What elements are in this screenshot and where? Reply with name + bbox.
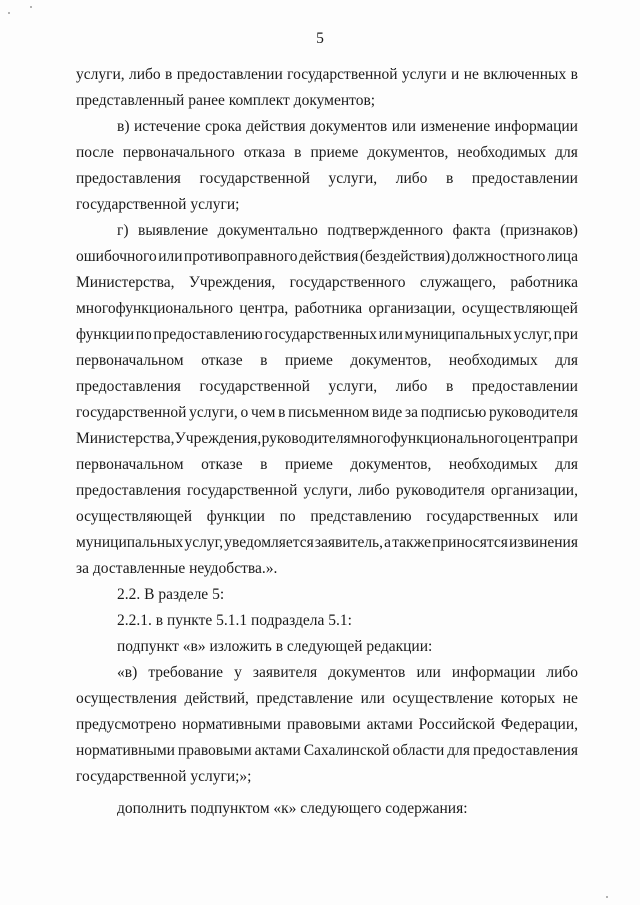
word: первоначального	[122, 144, 235, 161]
word: не	[562, 690, 578, 707]
word: либо	[395, 170, 428, 187]
word: предоставлении	[471, 378, 578, 395]
text-line	[76, 66, 578, 84]
word: о	[240, 404, 249, 421]
word: центра	[508, 430, 554, 447]
text-line	[117, 664, 578, 682]
word: приеме	[310, 144, 359, 161]
word: руководителя	[488, 404, 578, 421]
word: действий,	[184, 690, 249, 707]
word: государственных	[426, 508, 539, 525]
word: Российской	[418, 716, 496, 733]
text-line	[117, 222, 578, 240]
word: чем	[250, 404, 276, 421]
word: правовыми	[177, 742, 252, 759]
word: либо	[546, 664, 578, 681]
text-line	[76, 742, 578, 760]
word: многофункционального	[350, 430, 508, 447]
text-line: дополнить подпунктом «к» следующего содержания:	[117, 800, 468, 817]
page-number: 5	[316, 30, 324, 47]
word: актами	[366, 716, 413, 733]
word: либо	[358, 482, 390, 499]
word: для	[447, 742, 471, 759]
word: истечение	[133, 118, 201, 135]
word: уведомляется	[224, 534, 314, 551]
word: в	[165, 66, 173, 83]
word: нормативными	[76, 742, 175, 759]
word: руководителя	[261, 430, 351, 447]
word: в	[570, 66, 578, 83]
word: документов,	[350, 456, 432, 473]
word: в	[445, 170, 454, 187]
word: за	[404, 404, 418, 421]
word: государственной	[186, 482, 298, 499]
word: которых	[500, 690, 556, 707]
word: предоставления	[473, 742, 578, 759]
word: приеме	[284, 456, 333, 473]
word: или	[553, 508, 578, 525]
word: услуги,	[328, 378, 378, 395]
text-line	[76, 534, 578, 552]
word: подтвержденного	[327, 222, 444, 239]
word: требование	[148, 664, 224, 681]
word: необходимых	[448, 352, 538, 369]
scan-speck	[8, 12, 10, 14]
word: (бездействия)	[359, 248, 451, 265]
word: приеме	[284, 352, 333, 369]
text-line	[117, 118, 578, 136]
word: актами	[254, 742, 301, 759]
word: первоначальном	[76, 352, 184, 369]
word: отказе	[201, 456, 243, 473]
word: информации	[451, 664, 536, 681]
word: срока	[205, 118, 242, 135]
text-line	[76, 456, 578, 474]
word: или	[158, 248, 183, 265]
word: осуществление	[392, 690, 494, 707]
word: предоставлении	[471, 170, 578, 187]
word: Учреждения,	[188, 274, 276, 291]
word: извинения	[509, 534, 578, 551]
word: также	[392, 534, 431, 551]
word: услуги,	[303, 482, 353, 499]
word: нормативными	[182, 716, 282, 733]
scan-speck	[30, 6, 32, 8]
word: в	[260, 456, 268, 473]
word: необходимых	[457, 144, 547, 161]
word: должностного	[451, 248, 546, 265]
word: (признаков)	[500, 222, 578, 239]
word: осуществляющей	[76, 508, 193, 525]
word: муниципальных	[404, 326, 512, 343]
word: у	[234, 664, 242, 681]
word: необходимых	[448, 456, 538, 473]
text-line	[76, 274, 578, 292]
text-line	[76, 144, 578, 162]
word: документально	[217, 222, 318, 239]
word: руководителя	[395, 482, 485, 499]
word: документов	[310, 118, 388, 135]
word: изменение	[420, 118, 491, 135]
word: работника	[294, 300, 363, 317]
word: государственной	[199, 378, 310, 395]
word: государственной	[199, 170, 310, 187]
word: документов,	[350, 352, 432, 369]
word: по	[279, 508, 296, 525]
word: услуги,	[328, 170, 378, 187]
word: предоставлению	[153, 326, 263, 343]
word: служащего,	[419, 274, 497, 291]
text-line: за доставленные неудобства.».	[76, 560, 278, 577]
word: не	[463, 66, 479, 83]
word: Министерства,	[76, 274, 175, 291]
word: «в)	[117, 664, 138, 681]
word: муниципальных	[76, 534, 184, 551]
word: Министерства,	[76, 430, 175, 447]
word: предоставления	[76, 170, 181, 187]
word: для	[555, 144, 578, 161]
word: осуществления	[76, 690, 177, 707]
text-line	[76, 716, 578, 734]
word: Учреждения,	[174, 430, 262, 447]
word: для	[555, 456, 578, 473]
word: услуги	[401, 66, 447, 83]
word: работника	[510, 274, 578, 291]
text-line: государственной услуги;	[76, 196, 240, 213]
word: или	[391, 118, 417, 135]
text-line	[76, 300, 578, 318]
word: услуги,	[76, 66, 125, 83]
text-line	[76, 248, 578, 266]
word: документов	[328, 664, 406, 681]
section-heading: 2.2. В разделе 5:	[117, 586, 225, 603]
word: организации,	[490, 482, 578, 499]
word: в	[278, 404, 286, 421]
scan-speck	[606, 896, 608, 898]
word: в	[294, 144, 302, 161]
text-line: представленный ранее комплект документов;	[76, 92, 376, 109]
word: предусмотрено	[76, 716, 177, 733]
word: государственного	[289, 274, 406, 291]
word: Сахалинской	[303, 742, 390, 759]
word: ошибочного	[76, 248, 157, 265]
text-line	[76, 690, 578, 708]
word: первоначальном	[76, 456, 184, 473]
word: письменном	[288, 404, 370, 421]
word: противоправного	[183, 248, 298, 265]
text-line	[76, 170, 578, 188]
word: в	[445, 378, 454, 395]
word: заявитель,	[314, 534, 383, 551]
text-line	[76, 352, 578, 370]
word: осуществляющей	[461, 300, 578, 317]
word: функции	[206, 508, 265, 525]
word: государственной	[287, 66, 398, 83]
word: предоставлении	[176, 66, 283, 83]
word: или	[378, 326, 403, 343]
word: государственной	[76, 404, 187, 421]
word: многофункционального	[76, 300, 234, 317]
word: представление	[256, 690, 354, 707]
word: либо	[395, 378, 428, 395]
word: или	[416, 664, 441, 681]
word: центра,	[239, 300, 289, 317]
word: области	[392, 742, 445, 759]
text-line: государственной услуги;»;	[76, 768, 252, 785]
word: предоставления	[76, 378, 181, 395]
word: подписью	[420, 404, 487, 421]
word: г)	[117, 222, 129, 239]
word: при	[553, 430, 578, 447]
text-line	[76, 430, 578, 448]
word: факта	[452, 222, 491, 239]
word: после	[76, 144, 114, 161]
word: отказе	[201, 352, 243, 369]
word: в	[260, 352, 268, 369]
word: выявление	[138, 222, 209, 239]
word: предоставления	[76, 482, 181, 499]
word: отказа	[243, 144, 286, 161]
word: Федерации,	[500, 716, 578, 733]
word: лица	[546, 248, 578, 265]
word: либо	[129, 66, 161, 83]
word: услуг,	[513, 326, 553, 343]
word: действия	[246, 118, 306, 135]
word: государственных	[264, 326, 377, 343]
word: заявителя	[252, 664, 318, 681]
word: в)	[117, 118, 130, 135]
text-line: подпункт «в» изложить в следующей редакции:	[117, 638, 433, 655]
word: виде	[371, 404, 403, 421]
text-line	[76, 378, 578, 396]
word: по	[135, 326, 152, 343]
word: функции	[76, 326, 135, 343]
text-line: 2.2.1. в пункте 5.1.1 подраздела 5.1:	[117, 612, 352, 629]
word: приносятся	[432, 534, 508, 551]
word: а	[384, 534, 392, 551]
text-line	[76, 404, 578, 422]
word: при	[553, 326, 578, 343]
text-line	[76, 508, 578, 526]
word: документов,	[367, 144, 449, 161]
word: или	[360, 690, 385, 707]
word: правовыми	[286, 716, 361, 733]
text-line	[76, 326, 578, 344]
word: услуг,	[184, 534, 224, 551]
word: и	[451, 66, 460, 83]
word: для	[555, 352, 578, 369]
word: услуги,	[189, 404, 238, 421]
word: включенных	[483, 66, 567, 83]
word: действия	[298, 248, 359, 265]
word: информации	[494, 118, 578, 135]
word: организации,	[368, 300, 456, 317]
text-line	[76, 482, 578, 500]
word: представлению	[310, 508, 412, 525]
